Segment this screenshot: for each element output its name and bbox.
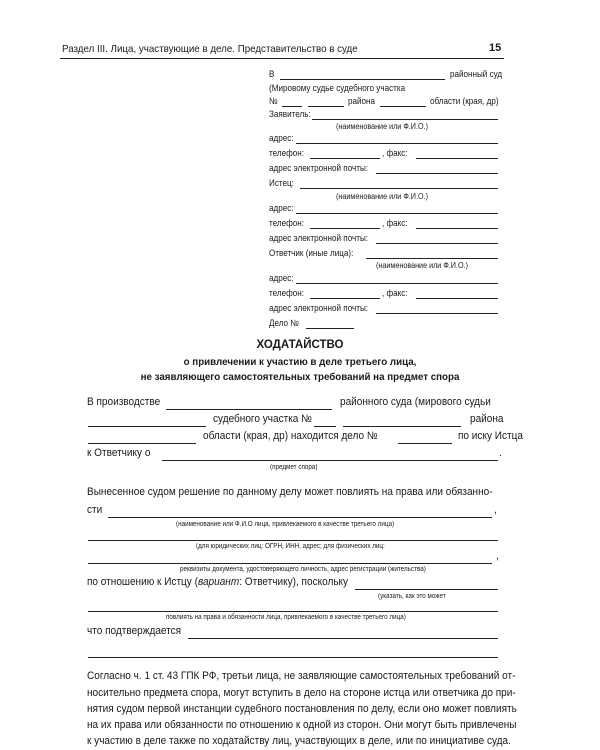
- region-line: [380, 106, 426, 107]
- court-line: [166, 409, 332, 410]
- magistrate-line: [88, 426, 206, 427]
- magistrate-label: (Мировому судье судебного участка: [269, 83, 406, 93]
- because-line: [355, 589, 498, 590]
- defendant-label: Ответчик (иные лица):: [269, 248, 354, 258]
- p1-region-line: [88, 443, 196, 444]
- plaintiff-fax-label: , факс:: [382, 218, 408, 228]
- plaintiff-fax-line: [416, 228, 498, 229]
- header-rule: [60, 58, 504, 59]
- defendant-address-line: [296, 283, 498, 284]
- body-line-2: носительно предмета спора, могут вступить в дело на стороне истца или ответчика до при-: [87, 687, 516, 699]
- district-label: района: [348, 96, 376, 106]
- p1-court: районного суда (мирового судьи: [340, 396, 491, 408]
- plaintiff-email-line: [376, 243, 498, 244]
- legal-info-caption: (для юридических лиц: ОГРН, ИНН, адрес; для физических лиц:: [196, 543, 385, 550]
- running-header: Раздел III. Лица, участвующие в деле. Представительство в суде: [62, 43, 358, 55]
- p1-start: В производстве: [87, 396, 161, 408]
- applicant-email-line: [376, 173, 498, 174]
- court-prefix: В: [269, 69, 275, 79]
- defendant-name-caption: (наименование или Ф.И.О.): [376, 261, 468, 270]
- p1-dot: .: [499, 447, 502, 459]
- defendant-fax-label: , факс:: [382, 288, 408, 298]
- third-party-caption: (наименование или Ф.И.О лица, привлекаемого в качестве третьего лица): [176, 521, 395, 528]
- defendant-email-line: [376, 313, 498, 314]
- third-party-line: [108, 517, 492, 518]
- subject-caption: (предмет спора): [270, 464, 318, 471]
- p1-rayona: района: [470, 413, 504, 425]
- plaintiff-label: Истец:: [269, 178, 294, 188]
- p1-district-line: [343, 426, 461, 427]
- uchastok-line: [314, 426, 336, 427]
- document-subtitle-1: о привлечении к участию в деле третьего лица,: [183, 356, 417, 368]
- docs-comma: ,: [496, 550, 499, 562]
- p3-start-text: по отношению к Истцу (: [87, 576, 198, 588]
- body-line-5: к участию в деле также по ходатайству лиц, участвующих в деле, или по инициативе суда.: [87, 735, 511, 747]
- court-suffix: районный суд: [450, 69, 503, 79]
- region-label: области (края, др): [430, 96, 499, 106]
- confirm-line: [188, 638, 498, 639]
- body-line-1: Согласно ч. 1 ст. 43 ГПК РФ, третьи лица, не заявляющие самостоятельных требований от-: [87, 670, 516, 682]
- p2-sti: сти: [87, 504, 103, 516]
- applicant-email-label: адрес электронной почты:: [269, 163, 369, 173]
- applicant-name-line: [312, 119, 498, 120]
- plaintiff-email-label: адрес электронной почты:: [269, 233, 369, 243]
- defendant-email-label: адрес электронной почты:: [269, 303, 369, 313]
- legal-info-line: [88, 540, 498, 541]
- affect-line: [88, 611, 498, 612]
- applicant-address-label: адрес:: [269, 133, 294, 143]
- applicant-phone-label: телефон:: [269, 148, 304, 158]
- applicant-name-caption: (наименование или Ф.И.О.): [336, 122, 428, 131]
- defendant-phone-line: [310, 298, 380, 299]
- p1-to-def: к Ответчику о: [87, 447, 151, 459]
- uchastok-num-label: №: [269, 96, 278, 106]
- page-number: 15: [489, 42, 502, 54]
- defendant-address-label: адрес:: [269, 273, 294, 283]
- plaintiff-phone-line: [310, 228, 380, 229]
- applicant-label: Заявитель:: [269, 109, 311, 119]
- p2-start: Вынесенное судом решение по данному делу может повлиять на права или обязанно-: [87, 486, 493, 498]
- confirm-line-2: [88, 657, 498, 658]
- defendant-phone-label: телефон:: [269, 288, 304, 298]
- p1-oblasti: области (края, др) находится дело №: [203, 430, 378, 442]
- p1-uchastok: судебного участка №: [213, 413, 312, 425]
- court-name-line: [280, 79, 445, 80]
- plaintiff-name-caption: (наименование или Ф.И.О.): [336, 192, 428, 201]
- applicant-phone-line: [310, 158, 380, 159]
- case-number-label: Дело №: [269, 318, 299, 328]
- case-num-line: [398, 443, 452, 444]
- subject-line: [162, 460, 498, 461]
- p3-start: [87, 576, 348, 588]
- plaintiff-phone-label: телефон:: [269, 218, 304, 228]
- docs-line: [88, 563, 492, 564]
- docs-caption: реквизиты документа, удостоверяющего личность, адрес регистрации (жительства): [180, 566, 426, 573]
- p3-variant: вариант: [197, 576, 240, 588]
- applicant-fax-label: , факс:: [382, 148, 408, 158]
- uchastok-num-line: [282, 106, 302, 107]
- applicant-address-line: [296, 143, 498, 144]
- affect-caption: повлиять на права и обязанности лица, привлекаемого в качестве третьего лица): [166, 614, 406, 621]
- document-subtitle-2: не заявляющего самостоятельных требований на предмет спора: [140, 371, 460, 383]
- plaintiff-name-line: [300, 188, 498, 189]
- applicant-fax-line: [416, 158, 498, 159]
- p3-mid-text: : Ответчику), поскольку: [239, 576, 349, 588]
- p1-lawsuit: по иску Истца: [458, 430, 523, 442]
- district-line: [308, 106, 344, 107]
- p2-comma: ,: [494, 504, 497, 516]
- p4-start: что подтверждается: [87, 625, 182, 637]
- body-line-4: на их права или обязанности по отношению к одной из сторон. Они могут быть привлечены: [87, 719, 517, 731]
- plaintiff-address-label: адрес:: [269, 203, 294, 213]
- plaintiff-address-line: [296, 213, 498, 214]
- body-line-3: нятия судом первой инстанции судебного постановления по делу, если оно может повлиять: [87, 703, 517, 715]
- defendant-name-line: [366, 258, 498, 259]
- case-number-line: [306, 328, 354, 329]
- specify-caption: (указать, как это может: [378, 593, 446, 600]
- document-title: ХОДАТАЙСТВО: [256, 339, 344, 351]
- defendant-fax-line: [416, 298, 498, 299]
